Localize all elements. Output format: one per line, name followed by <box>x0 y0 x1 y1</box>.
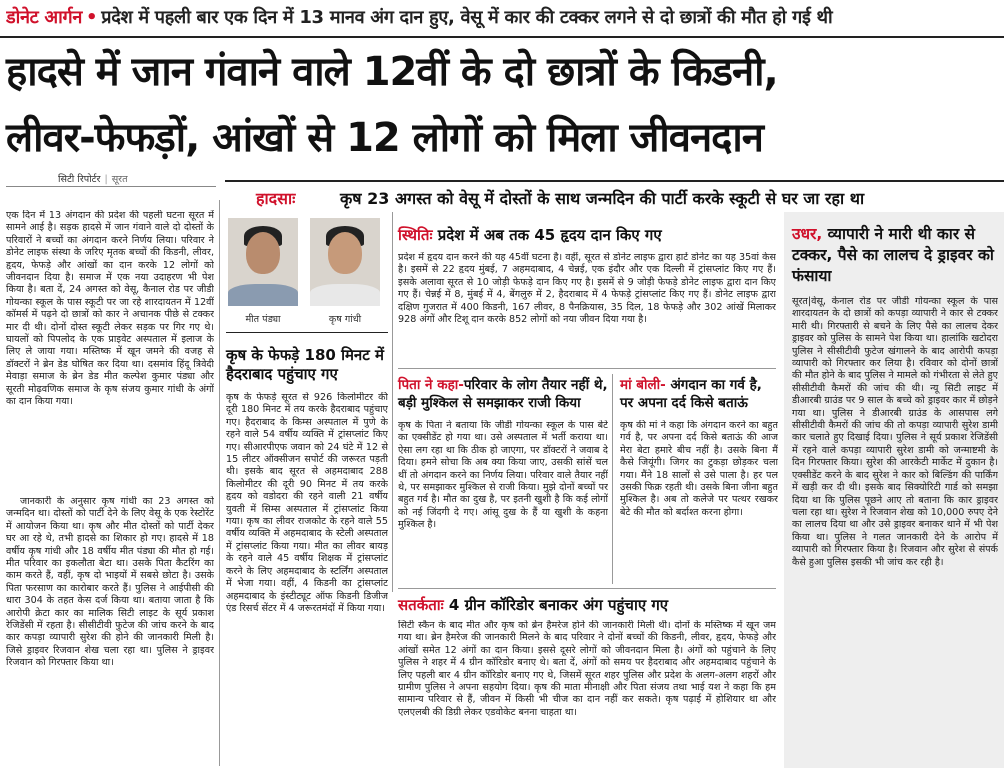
right-title: व्यापारी ने मारी थी कार से टक्कर, पैसे का लालच दे ड्राइवर को फंसाया <box>792 225 994 285</box>
lungs-heading: कृष के फेफड़े 180 मिनट में हैदराबाद पहुंचाए गए <box>226 346 384 383</box>
status-title: प्रदेश में अब तक 45 हृदय दान किए गए <box>437 226 662 244</box>
byline-reporter: सिटी रिपोर्टर <box>58 174 101 185</box>
col2-divider <box>392 212 393 592</box>
top-strap <box>6 4 1000 32</box>
byline-divider <box>6 186 216 187</box>
photo-caption-meet: मीत पंड्या <box>245 314 281 325</box>
photo-divider <box>226 332 388 333</box>
photo-caption-krush: कृष गांधी <box>328 314 362 325</box>
byline-separator: | <box>104 174 108 185</box>
alert-heading <box>398 596 778 615</box>
alert-body: सिटी स्कैन के बाद मीत और कृष को ब्रेन हैमरेज होने की जानकारी मिली थी। दोनों के मस्तिष्क में खून जम गया था। ब्रेन हैमरेज की जानकारी मिलने के बाद परिवार ने दोनों बच्चों की किडनी, लीवर, हृदय, फेफड़े और आंखों समेत 12 अंगों का दान किया। इससे दूसरे लोगों को जीवनदान मिला है। अंगों को पहुंचाने के लिए पुलिस ने शहर में 4 ग्रीन कॉरिडोर बनाए थे। बता दें, अंगों को समय पर हैदराबाद और अहमदाबाद पहुंचाने के लिए पहली बार 4 ग्रीन कॉरिडोर बनाए गए थे, जिसमें सूरत शहर पुलिस और प्रदेश के अलग-अलग शहरों और ग्रामीण पुलिस ने अपना सहयोग दिया। कृष की माता मीनाक्षी और पिता संजय तथा भाई यश ने कहा कि हम सामान्य परिवार से हैं, जीवन में किसी भी चीज का दान नहीं कर सकते। कृष पढ़ाई में होशियार था और एलएलबी की डिग्री लेकर एडवोकेट बनना चाहता था। <box>398 620 776 718</box>
col1-paragraph-2: जानकारी के अनुसार कृष गांधी का 23 अगस्त को जन्मदिन था। दोस्तों को पार्टी देने के लिए वेसू के एक रेस्टोरेंट में आयोजन किया था। कृष और मीत दोस्तों को पार्टी देकर घर आ रहे थे, तभी हादसे का शिकार हो गए। हादसे में 18 वर्षीय कृष गांधी और 18 वर्षीय मीत पंड्या की मौत हो गई। मीत परिवार का इकलौता बेटा था। उसके पिता कैटरिंग का काम करते हैं, वहीं, कृष दो भाइयों में सबसे छोटा है। उसके पिता फरसाण का कारोबार करते हैं। पुलिस ने आईपीसी की धारा 304 के तहत केस दर्ज किया था। बताया जाता है कि आरोपी क्रेटा कार का मालिक सिटी लाइट के सूर्य प्रकाश रेजिडेंसी में रहता है। सीसीटीवी फुटेज की जांच करने के बाद कार कपड़ा व्यापारी सुरेश की होने की जानकारी मिली है। जिसे ड्राइवर रिजवान शेख चला रहा था। पुलिस ने ड्राइवर रिजवान को गिरफ्तार किया था। <box>6 496 214 669</box>
mother-body: कृष की मां ने कहा कि अंगदान करने का बहुत गर्व है, पर अपना दर्द किसे बताऊं की आज मेरा बेटा हमारे बीच नहीं है। उसके बिना मैं कैसे जियूंगी। जिगर का टुकड़ा छोड़कर चला गया। मैंने 18 सालों से उसे पाला है। हर पल उसकी फिक्र रहती थी। उसके बिना जीना बहुत मुश्किल है। अब तो कलेजे पर पत्थर रखकर बेटे की मौत को बर्दाश्त करना होगा। <box>620 420 778 518</box>
alert-divider <box>398 588 776 589</box>
mother-label: मां बोली- <box>620 377 666 393</box>
mother-title: अंगदान का गर्व है, पर अपना दर्द किसे बताऊं <box>620 377 762 411</box>
alert-title: 4 ग्रीन कॉरिडोर बनाकर अंग पहुंचाए गए <box>448 596 669 614</box>
byline <box>58 172 128 185</box>
status-label: स्थितिः <box>398 226 433 244</box>
lungs-body: कृष के फेफड़े सूरत से 926 किलोमीटर की दूरी 180 मिनट में तय करके हैदराबाद पहुंचाए गए। हैदराबाद के किम्स अस्पताल में पुणे के रहने वाले 54 वर्षीय व्यक्ति में ट्रांसप्लांट किए गए। सीआरपीएफ जवान को 24 घंटे में 12 से 15 लीटर ऑक्सीजन सपोर्ट की जरूरत पड़ती थी। इसके बाद सूरत से अहमदाबाद 288 किलोमीटर की दूरी 90 मिनट में तय करके हृदय को वडोदरा की रहने वाली 21 वर्षीय युवती में सिम्स अस्पताल में ट्रांसप्लांट किया गया। कृष का लीवर राजकोट के रहने वाले 55 वर्षीय व्यक्ति में अहमदाबाद के स्टेली अस्पताल में ट्रांसप्लांट किया गया। मीत का लीवर बायड़ के रहने वाले 45 वर्षीय शिक्षक में ट्रांसप्लांट करने के लिए अहमदाबाद के स्टर्लिंग अस्पताल में भेजा गया। वहीं, 4 किडनी का ट्रांसप्लांट अहमदाबाद के इंस्टीट्यूट ऑफ किडनी डिजीज एंड रिसर्च सेंटर में 4 जरूरतमंदों में किया गया। <box>226 392 388 614</box>
col1-divider <box>219 200 220 766</box>
banner-label: हादसाः <box>256 189 296 208</box>
strap-bullet: • <box>86 7 98 28</box>
father-heading <box>398 376 608 412</box>
status-body: प्रदेश में हृदय दान करने की यह 45वीं घटना है। वहीं, सूरत से डोनेट लाइफ द्वारा हार्ट डोनेट का यह 35वां केस है। इसमें से 22 हृदय मुंबई, 7 अहमदाबाद, 4 चेन्नई, एक इंदौर और एक दिल्ली में ट्रांसप्लांट किए गए हैं। इसके अलावा सूरत से 10 जोड़ी फेफड़े दान किए गए है। इसमें से 9 जोड़ी फेफड़े डोनेट लाइफ द्वारा दान किए गए हैं। चेन्नई में 8, मुंबई में 4, बेंगलुरु में 2, हैदराबाद में 4 फेफड़े ट्रांसप्लांट किए गए हैं। डोनेट लाइफ द्वारा दक्षिण गुजरात में 400 किडनी, 167 लीवर, 8 पैनक्रियास, 35 दिल, 18 फेफड़े और 302 आंखें मिलाकर 928 अंगों और टिशू दान करके 852 लोगों को नया जीवन दिया गया है। <box>398 252 776 326</box>
byline-city: सूरत <box>111 174 128 185</box>
photo-krush <box>310 218 380 306</box>
right-label: उधर, <box>792 225 823 243</box>
strap-text: प्रदेश में पहली बार एक दिन में 13 मानव अंग दान हुए, वेसू में कार की टक्कर लगने से दो छात्रों की मौत हो गई थी <box>101 7 833 28</box>
alert-label: सतर्कताः <box>398 596 444 614</box>
status-divider <box>398 368 776 369</box>
headline-line-1: हादसे में जान गंवाने वाले 12वीं के दो छात्रों के किडनी, <box>6 49 778 95</box>
father-mother-divider <box>612 374 613 584</box>
col1-paragraph-1: एक दिन में 13 अंगदान की प्रदेश की पहली घटना सूरत में सामने आई है। सड़क हादसे में जान गंवाने वाले दो दोस्तों के परिवारों ने बच्चों का अंगदान करने निर्णय लिया। परिवार ने डोनेट लाइफ संस्था के जरिए मृतक बच्चों की किडनी, लीवर, हृदय, फेफड़े और आंखों का दान करके 12 लोगों को जीवनदान दिया है। समाज में एक नया उदाहरण भी पेश किया है। बता दें, 24 अगस्त को वेसू, कैनाल रोड पर जीडी गोयन्का स्कूल के पास स्कूटी पर जा रहे शारदायतन में 12वीं कॉमर्स में पढ़ने दो छात्रों को कार ने अचानक पीछे से टक्कर मार दी थी। दोनों दोस्त स्कूटी लेकर सड़क पर गिर गए थे। घायलों को पिपलोद के एक प्राइवेट अस्पताल में इलाज के लिए ले जाया गया। मस्तिष्क में खून जमने की वजह से डॉक्टरों ने ब्रेन डेड घोषित कर दिया था। दसमांव हिंदू त्रिवेदी मेवाड़ा समाज के ब्रेन डेड मीत कल्पेश कुमार पंड्या और सूरती मोढ़वणिक समाज के कृष संजय कुमार गांधी के अंगों का दान किया गया। <box>6 210 214 408</box>
strap-divider <box>0 36 1004 38</box>
right-body: सूरत|वेसू, केनाल रोड पर जीडी गोयन्का स्कूल के पास शारदायतन के दो छात्रों को कपड़ा व्यापारी ने कार से टक्कर मारी थी। गिरफ्तारी से बचने के लिए पैसे का लालच देकर ड्राइवर को पुलिस के सामने पेश किया था। हालांकि खटोदरा पुलिस ने सीसीटीवी फुटेज खंगालने के बाद आरोपी कपड़ा व्यापारी को गिरफ्तार कर लिया है। रविवार को दोनों छात्रों की मौत होने के बाद पुलिस ने मामले को गंभीरता से लेते हुए सीसीटीवी कैमरों की जांच की थी। न्यू सिटी लाइट में डीआरबी ग्राउंड पर 9 साल के बच्चे को ड्राइवर कार में छोड़ने गया था। पुलिस ने डीआरबी ग्राउंड के आसपास लगे सीसीटीवी कैमरों की जांच की तो कपड़ा व्यापारी सुरेश डामी कार चलाते हुए दिखाई दिया। पुलिस ने सूर्य प्रकाश रेजिडेंसी में रहने वाले कपड़ा व्यापारी सुरेश डामी को जन्माष्टमी के दिन गिरफ्तार किया। सुरेश की आरकेटी मार्केट में दुकान है। एक्सीडेंट करने के बाद सुरेश ने कार को बिल्डिंग की पार्किंग में खड़ी कर दी थी। इसके बाद सिक्योरिटी गार्ड को समझा दिया था कि पुलिस पूछने आए तो बताना कि कार ड्राइवर चला रहा था। सुरेश ने रिजवान शेख को 10,000 रुपए देने का लालच दिया था और उसे ड्राइवर बनाकर थाने में भी पेश किया था। पुलिस ने गलत जानकारी देने के आरोप में व्यापारी को गिरफ्तार किया है। रिजवान और सुरेश से संपर्क कैसे हुआ पुलिस इसकी भी जांच कर रही है। <box>792 296 998 568</box>
father-label: पिता ने कहा- <box>398 377 464 393</box>
father-body: कृष के पिता ने बताया कि जीडी गोयन्का स्कूल के पास बेटे का एक्सीडेंट हो गया था। उसे अस्पताल में भर्ती कराया था। ऐसा लग रहा था कि ठीक हो जाएगा, पर डॉक्टरों ने जवाब दे दिया। हमने सोचा कि अब क्या किया जाए, उसकी सांसें चल थीं तो अंगदान करने का निर्णय लिया। परिवार वाले तैयार नहीं थे, पर समझाकर मुश्किल से राजी किया। मुझे दोनों बच्चों पर बहुत गर्व है। मौत का दुख है, पर इतनी खुशी है कि कई लोगों को नई जिंदगी दे गए। आंसू दुख के हैं या खुशी के कहना मुश्किल है। <box>398 420 608 531</box>
mother-heading <box>620 376 778 412</box>
strap-brand: डोनेट आर्गन <box>6 7 83 28</box>
banner-text: कृष 23 अगस्त को वेसू में दोस्तों के साथ जन्मदिन की पार्टी करके स्कूटी से घर जा रहा था <box>340 189 865 208</box>
status-heading <box>398 226 778 245</box>
photo-meet <box>228 218 298 306</box>
father-title: परिवार के लोग तैयार नहीं थे, बड़ी मुश्किल से समझाकर राजी किया <box>398 377 608 411</box>
right-heading <box>792 224 998 287</box>
headline-line-2: लीवर-फेफड़ों, आंखों से 12 लोगों को मिला जीवनदान <box>6 115 763 161</box>
